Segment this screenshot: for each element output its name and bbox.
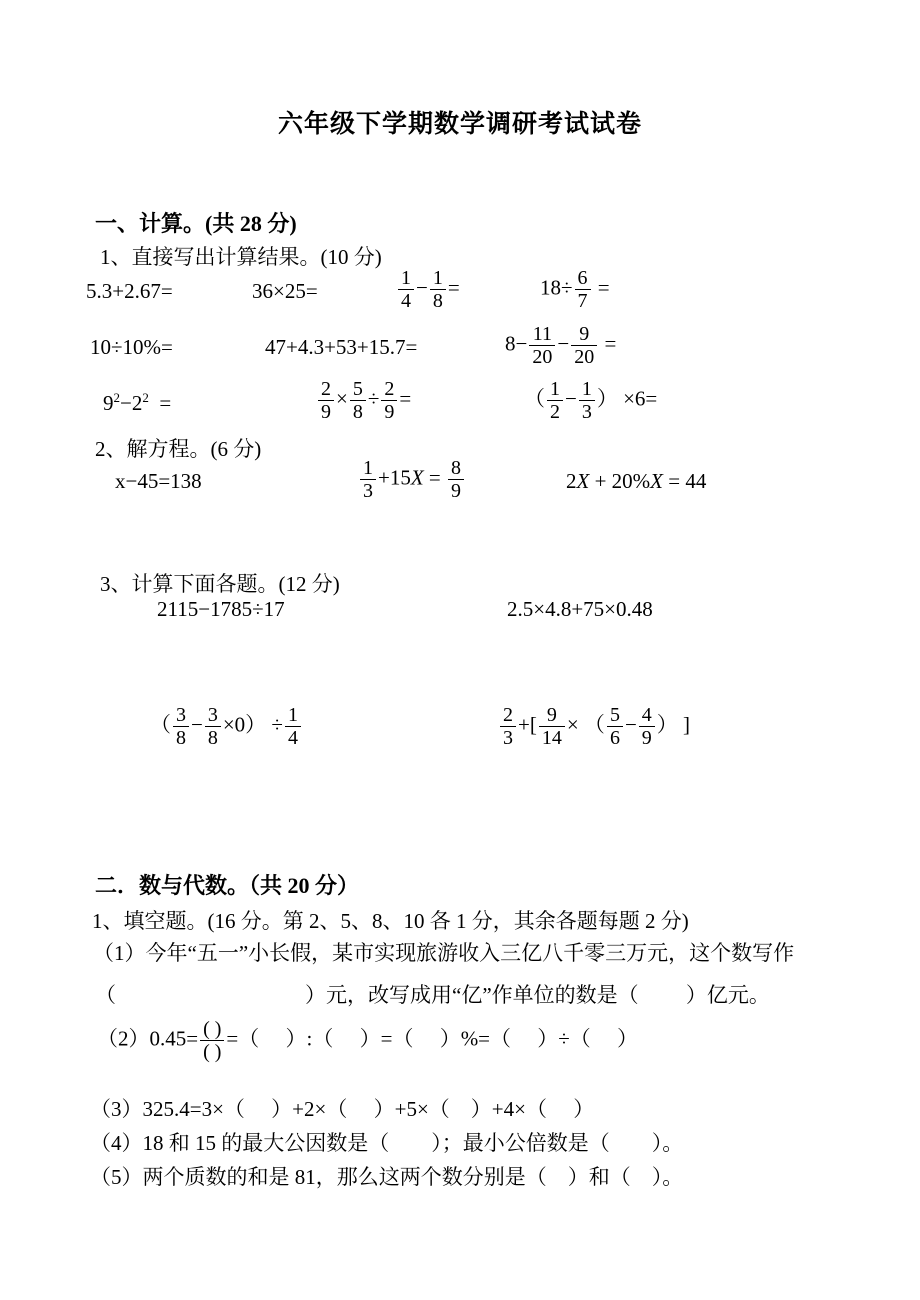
fraction: $\frac{1}{8}$ — [430, 267, 446, 313]
quick-calc-item: （ $\frac{1}{2}$ − $\frac{1}{3}$ ） ×6= — [524, 378, 658, 424]
fraction: $\frac{5}{6}$ — [607, 704, 623, 750]
fraction: $\frac{2}{9}$ — [318, 378, 334, 424]
fraction: $\frac{9}{14}$ — [539, 704, 565, 750]
equation-item: $\frac{1}{3}$ +15X = $\frac{8}{9}$ — [358, 457, 466, 503]
fraction: $\frac{1}{3}$ — [360, 457, 376, 503]
fraction: $\frac{8}{9}$ — [448, 457, 464, 503]
quick-calc-item: 18÷ $\frac{6}{7}$ = — [540, 267, 610, 313]
fraction: $\frac{6}{7}$ — [575, 267, 591, 313]
calc-item: 2.5×4.8+75×0.48 — [507, 597, 653, 621]
fill-item-4: （4）18 和 15 的最大公因数是（ ）；最小公倍数是（ ）。 — [90, 1131, 684, 1155]
fill-item-1-line2: （ ）元，改写成用“亿”作单位的数是（ ）亿元。 — [95, 983, 770, 1007]
quick-calc-item: $\frac{2}{9}$ × $\frac{5}{8}$ ÷ $\frac{2}{9}$ = — [316, 378, 411, 424]
section2-heading: 二．数与代数。（共 20 分） — [95, 873, 360, 898]
fraction: $\frac{4}{9}$ — [639, 704, 655, 750]
fraction: $\frac{9}{20}$ — [571, 323, 597, 369]
fraction: $\frac{3}{8}$ — [173, 704, 189, 750]
fraction: $\frac{2}{9}$ — [381, 378, 397, 424]
fill-item-2: （2）0.45= $\frac{( )}{( )}$ =（ ）:（ ）=（ ）%=（ ）÷（ ） — [97, 1018, 639, 1064]
quick-calc-item: 10÷10%= — [90, 335, 173, 359]
section1-sub1-heading: 1、直接写出计算结果。(10 分) — [100, 245, 382, 269]
fraction: $\frac{1}{4}$ — [398, 267, 414, 313]
fraction: $\frac{2}{3}$ — [500, 704, 516, 750]
fraction: $\frac{1}{2}$ — [547, 378, 563, 424]
page-title: 六年级下学期数学调研考试试卷 — [277, 111, 642, 138]
fraction: $\frac{11}{20}$ — [529, 323, 555, 369]
quick-calc-item: $\frac{1}{4}$ − $\frac{1}{8}$ = — [396, 267, 460, 313]
quick-calc-item: 36×25= — [252, 279, 318, 303]
section1-sub3-heading: 3、计算下面各题。(12 分) — [100, 572, 340, 596]
equation-item: 2X + 20%X = 44 — [566, 469, 707, 493]
equation-item: x−45=138 — [115, 469, 202, 493]
fraction: $\frac{5}{8}$ — [350, 378, 366, 424]
section1-heading: 一、计算。(共 28 分) — [95, 211, 297, 236]
fill-item-5: （5）两个质数的和是 81，那么这两个数分别是（ ）和（ ）。 — [90, 1165, 684, 1189]
calc-item: 2115−1785÷17 — [157, 597, 285, 621]
fraction: $\frac{3}{8}$ — [205, 704, 221, 750]
fraction: $\frac{( )}{( )}$ — [200, 1018, 224, 1064]
fraction: $\frac{1}{3}$ — [579, 378, 595, 424]
calc-item: （ $\frac{3}{8}$ − $\frac{3}{8}$ ×0） ÷ $\frac{1}{4}$ — [150, 704, 303, 750]
fill-item-1-line1: （1）今年“五一”小长假，某市实现旅游收入三亿八千零三万元，这个数写作 — [93, 941, 795, 965]
calc-item: $\frac{2}{3}$ +[ $\frac{9}{14}$ × （ $\frac{5}{6}$ − $\frac{4}{9}$ ） ] — [498, 704, 690, 750]
section2-sub1-heading: 1、填空题。(16 分。第 2、5、8、10 各 1 分，其余各题每题 2 分) — [92, 909, 689, 933]
fill-item-3: （3）325.4=3×（ ）+2×（ ）+5×（ ）+4×（ ） — [90, 1097, 595, 1121]
quick-calc-item: $9^2-2^2$ = — [103, 390, 172, 415]
quick-calc-item: 47+4.3+53+15.7= — [265, 335, 418, 359]
quick-calc-item: 8− $\frac{11}{20}$ − $\frac{9}{20}$ = — [505, 323, 617, 369]
fraction: $\frac{1}{4}$ — [285, 704, 301, 750]
quick-calc-item: 5.3+2.67= — [86, 279, 173, 303]
section1-sub2-heading: 2、解方程。(6 分) — [95, 437, 262, 461]
